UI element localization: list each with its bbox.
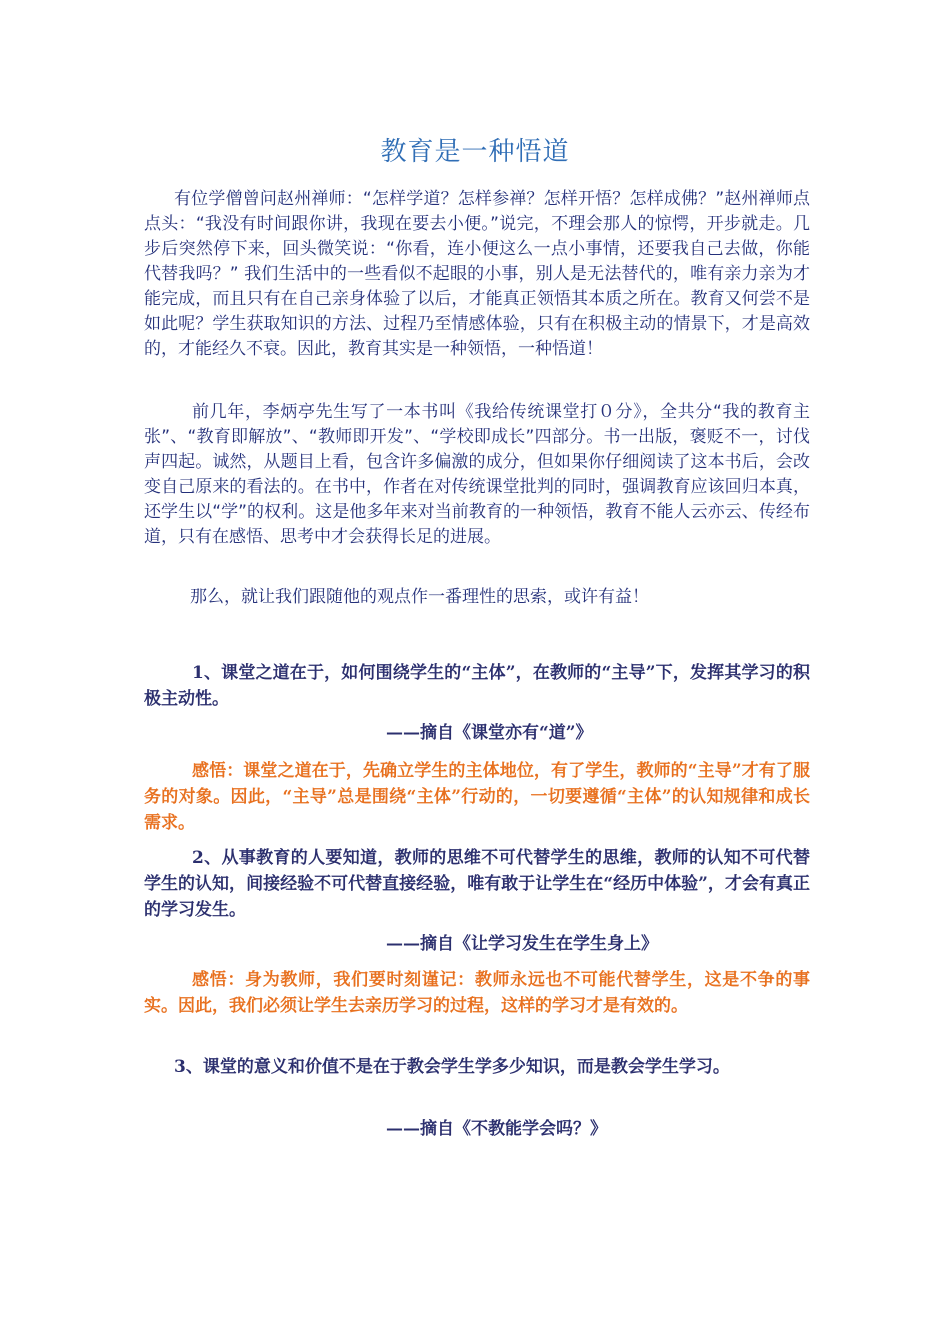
- quote-3: 3、课堂的意义和价值不是在于教会学生学多少知识，而是教会学生学习。: [174, 1057, 730, 1077]
- quote-1: 1、课堂之道在于，如何围绕学生的“主体”，在教师的“主导”下，发挥其学习的积极主动性。: [144, 663, 810, 709]
- quote-3-source: ——摘自《不教能学会吗？》: [386, 1119, 607, 1139]
- quote-2-source: ——摘自《让学习发生在学生身上》: [386, 934, 658, 954]
- insight-1: 感悟：课堂之道在于，先确立学生的主体地位，有了学生，教师的“主导”才有了服务的对象。因此，“主导”总是围绕“主体”行动的，一切要遵循“主体”的认知规律和成长需求。: [144, 761, 810, 833]
- intro-paragraph-3: 那么，就让我们跟随他的观点作一番理性的思索，或许有益！: [190, 587, 649, 607]
- document-title: 教育是一种悟道: [380, 137, 570, 167]
- quote-1-source: ——摘自《课堂亦有“道”》: [386, 723, 593, 743]
- quote-2: 2、从事教育的人要知道，教师的思维不可代替学生的思维，教师的认知不可代替学生的认知，间接经验不可代替直接经验，唯有敢于让学生在“经历中体验”，才会有真正的学习发生。: [144, 848, 810, 920]
- intro-paragraph-2: 前几年，李炳亭先生写了一本书叫《我给传统课堂打０分》，全共分“我的教育主张”、“教育即解放”、“教师即开发”、“学校即成长”四部分。书一出版，褒贬不一，讨伐声四起。诚然，从题目上看，包含许多偏激的成分，但如果你仔细阅读了这本书后，会改变自己原来的看法的。在书中，作者在对传统课堂批判的同时，强调教育应该回归本真，还学生以“学”的权利。这是他多年来对当前教育的一种领悟，教育不能人云亦云、传经布道，只有在感悟、思考中才会获得长足的进展。: [144, 402, 810, 547]
- intro-paragraph-1: 有位学僧曾问赵州禅师：“怎样学道？怎样参禅？怎样开悟？怎样成佛？”赵州禅师点点头：“我没有时间跟你讲，我现在要去小便。”说完，不理会那人的惊愕，开步就走。几步后突然停下来，回头微笑说：“你看，连小便这么一点小事情，还要我自己去做，你能代替我吗？” 我们生活中的一些看似不起眼的小事，别人是无法替代的，唯有亲力亲为才能完成，而且只有在自己亲身体验了以后，才能真正领悟其本质之所在。教育又何尝不是如此呢？学生获取知识的方法、过程乃至情感体验，只有在积极主动的情景下，才是高效的，才能经久不衰。因此，教育其实是一种领悟，一种悟道！: [144, 189, 810, 359]
- insight-2: 感悟：身为教师，我们要时刻谨记：教师永远也不可能代替学生，这是不争的事实。因此，我们必须让学生去亲历学习的过程，这样的学习才是有效的。: [144, 970, 810, 1016]
